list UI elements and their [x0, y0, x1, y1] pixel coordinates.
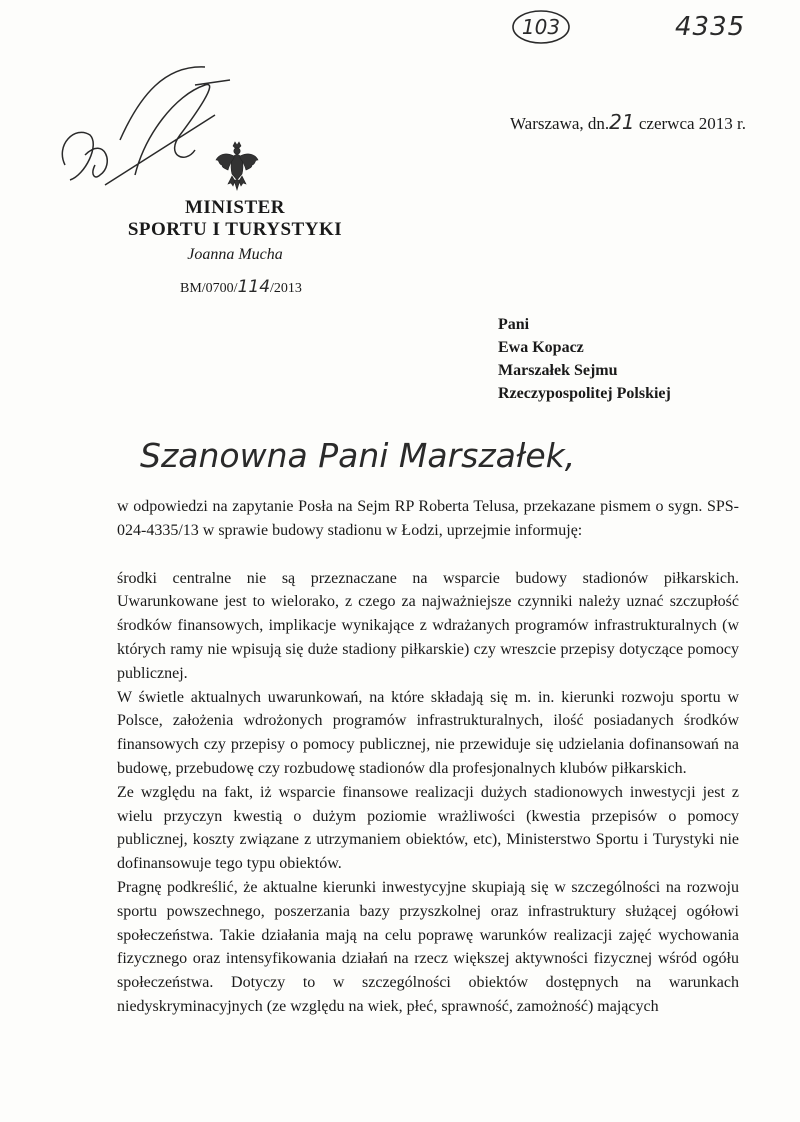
reference-prefix: BM/0700/	[180, 281, 238, 296]
recipient-line3: Marszałek Sejmu	[498, 362, 618, 379]
intro-paragraph: w odpowiedzi na zapytanie Posła na Sejm RP Roberta Telusa, przekazane pismem o sygn. SPS-024-4335/13 w sprawie budowy stadionu w Łodzi, uprzejmie informuję:	[117, 498, 739, 539]
date-line	[510, 110, 746, 134]
body-paragraph-4: Pragnę podkreślić, że aktualne kierunki inwestycyjne skupiają się w szczególności na rozwoju sportu powszechnego, poszerzania bazy przyszkolnej oraz infrastruktury służącej ogółowi społeczeństwa. Takie działania mają na celu poprawę warunków realizacji zajęć wychowania fizycznego oraz intensyfikowania działań na rzecz większej aktywności fizycznej wśród ogółu społeczeństwa. Dotyczy to w szczególności obiektów dostępnych na warunkach niedyskryminacyjnych (ze względu na wiek, płeć, sprawność, zamożność) mających	[117, 878, 739, 1015]
letter-body	[117, 495, 739, 1019]
reference-number	[180, 277, 302, 297]
ministry-title-line2: SPORTU I TURYSTYKI	[127, 219, 343, 240]
stamp-number-text: 103	[521, 15, 561, 39]
body-paragraph-3: Ze względu na fakt, iż wsparcie finansowe realizacji dużych stadionowych inwestycji jest z wielu przyczyn kwestią o dużym poziomie wrażliwości (kwestia przepisów o pomocy publicznej, koszty związane z utrzymaniem obiektów, etc), Ministerstwo Sportu i Turystyki nie dofinansowuje tego typu obiektów.	[117, 783, 739, 873]
reference-handwritten: 114	[237, 277, 271, 297]
minister-name: Joanna Mucha	[187, 246, 283, 263]
recipient-address	[498, 313, 671, 405]
case-number: 4335	[675, 12, 746, 42]
ministry-title-line1: MINISTER	[184, 197, 286, 218]
recipient-line1: Pani	[498, 316, 530, 333]
date-suffix: czerwca 2013 r.	[638, 114, 747, 133]
date-prefix: Warszawa, dn.	[510, 114, 610, 133]
eagle-emblem-icon	[214, 140, 260, 197]
body-paragraph-2: W świetle aktualnych uwarunkowań, na które składają się m. in. kierunki rozwoju sportu w Polsce, założenia wdrożonych programów infrastrukturalnych, ilość posiadanych środków finansowych czy przepisy o pomocy publicznej, nie przewiduje się udzielania dofinansowań na budowę, przebudowę czy rozbudowę stadionów dla profesjonalnych klubów piłkarskich.	[117, 688, 739, 777]
recipient-line2: Ewa Kopacz	[498, 339, 584, 356]
body-paragraph-1: środki centralne nie są przeznaczane na wsparcie budowy stadionów piłkarskich. Uwarunkowane jest to wielorako, z czego za najważniejsze czynniki należy uznać szczupłość środków finansowych, implikacje wynikające z wdrażanych programów infrastrukturalnych (w których ramy nie wpisują się duże stadiony piłkarskie) czy wreszcie przepisy dotyczące pomocy publicznej.	[117, 569, 739, 682]
handwritten-salutation: Szanowna Pani Marszałek,	[140, 436, 576, 475]
ministry-header	[120, 197, 350, 267]
recipient-line4: Rzeczypospolitej Polskiej	[498, 385, 671, 402]
date-day: 21	[609, 110, 635, 134]
circled-stamp-number	[510, 8, 572, 46]
reference-suffix: /2013	[270, 281, 302, 296]
